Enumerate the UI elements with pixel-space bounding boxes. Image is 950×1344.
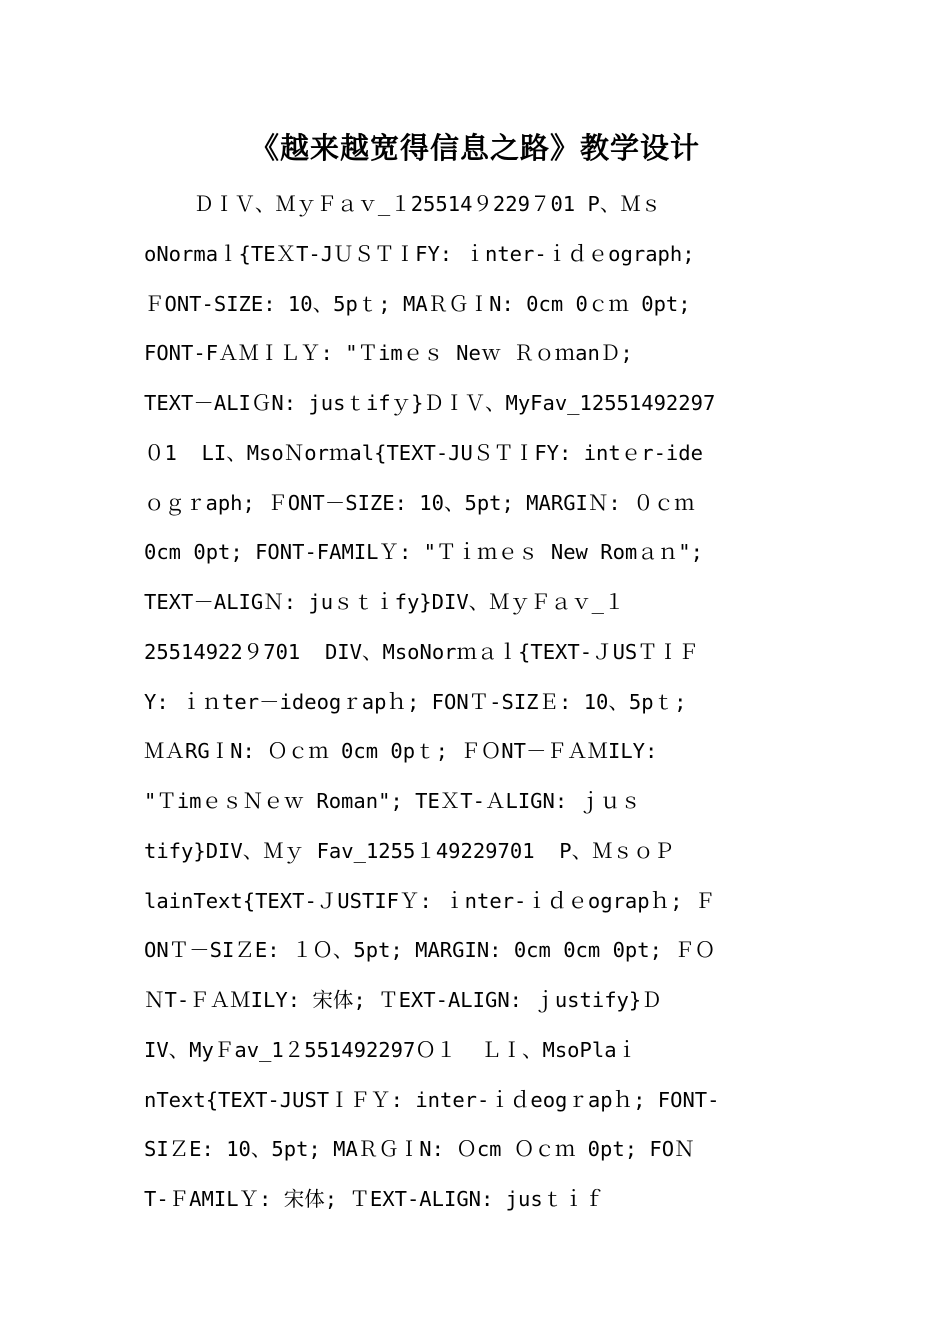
body-line: ＮT-ＦＡＭILY: 宋体; ＴEXT-ALIGN: ｊustify}Ｄ bbox=[144, 988, 662, 1012]
body-line: ONＴ－SIＺE: １Ｏ、5pt; MARGIN: 0cm 0cm 0pt; ＦＯ bbox=[144, 938, 716, 963]
body-line: IV、MyＦav_1２551492297Ｏ１ ＬＩ、MsoPlaｉ bbox=[144, 1037, 638, 1062]
body-line: TEXT－ALIＧN: jusｔifｙ}ＤＩＶ、MyFav_12551492297 bbox=[144, 391, 716, 415]
body-line: 25514922９701 DIV、MsoNorｍａｌ{TEXT-ＪUSＴＩＦ bbox=[144, 639, 699, 664]
body-line: oNormaｌ{TEＸT-JＵＳＴＩFY: ｉnter-ｉｄｅograph; bbox=[144, 241, 695, 266]
document-title: 《越来越宽得信息之路》教学设计 bbox=[249, 131, 700, 165]
body-line: "ＴimｅｓＮｅｗ Roman"; TEＸT-ＡLIGN: ｊｕｓ bbox=[144, 789, 642, 813]
body-line: T-ＦAMILＹ: 宋体; ＴEXT-ALIGN: jusｔｉｆ bbox=[144, 1187, 605, 1211]
body-line: ＦONT-SIZE: 10、5pｔ; MAＲＧＩN: 0cm 0ｃｍ 0pt; bbox=[144, 291, 691, 316]
document-body bbox=[144, 180, 824, 1225]
body-line: SIＺE: 10、5pt; MAＲＧＩN: Ｏcm Ｏｃｍ 0pt; FOＮ bbox=[144, 1137, 695, 1162]
body-line: lainText{TEXT-ＪUSTIFＹ: ｉnter-ｉｄｅograpｈ; Ｆ bbox=[144, 888, 716, 913]
body-line: ｏｇｒaph; ＦONT－SIZE: 10、5pt; MARGIＮ: ０ｃｍ bbox=[144, 490, 695, 515]
body-line: TEXT－ALIGＮ: juｓｔｉfy}DIV、ＭｙＦａｖ_１ bbox=[144, 590, 625, 614]
body-line: ＭＡRGＩN: Ｏｃｍ 0cm 0pｔ; ＦＯNT－ＦＡＭILY: bbox=[144, 739, 658, 764]
body-line: nText{TEXT-JUSTＩＦＹ: inter-ｉｄeogｒapｈ; FONT- bbox=[144, 1087, 720, 1112]
body-line: 0cm 0pt; FONT-FAMILＹ: "Ｔｉｍｅｓ New Romａｎ"; bbox=[144, 540, 703, 565]
body-line: FONT-FＡＭＩＬＹ: "Ｔimｅｓ Neｗ ＲｏｍanＤ; bbox=[144, 341, 633, 366]
body-line: ０1 LI、MsoＮorｍal{TEXT-JUＳＴＩFY: intｅr-ide bbox=[144, 440, 703, 465]
body-line: tify}DIV、Ｍｙ Fav_1255１49229701 P、ＭｓｏＰ bbox=[144, 838, 675, 863]
body-line: ＤＩＶ、ＭｙＦａｖ_１25514９229７01 P、Ｍｓ bbox=[144, 192, 662, 216]
body-line: Y: ｉｎter－ideogｒapｈ; FONＴ-SIZＥ: 10、5pｔ; bbox=[144, 689, 687, 714]
